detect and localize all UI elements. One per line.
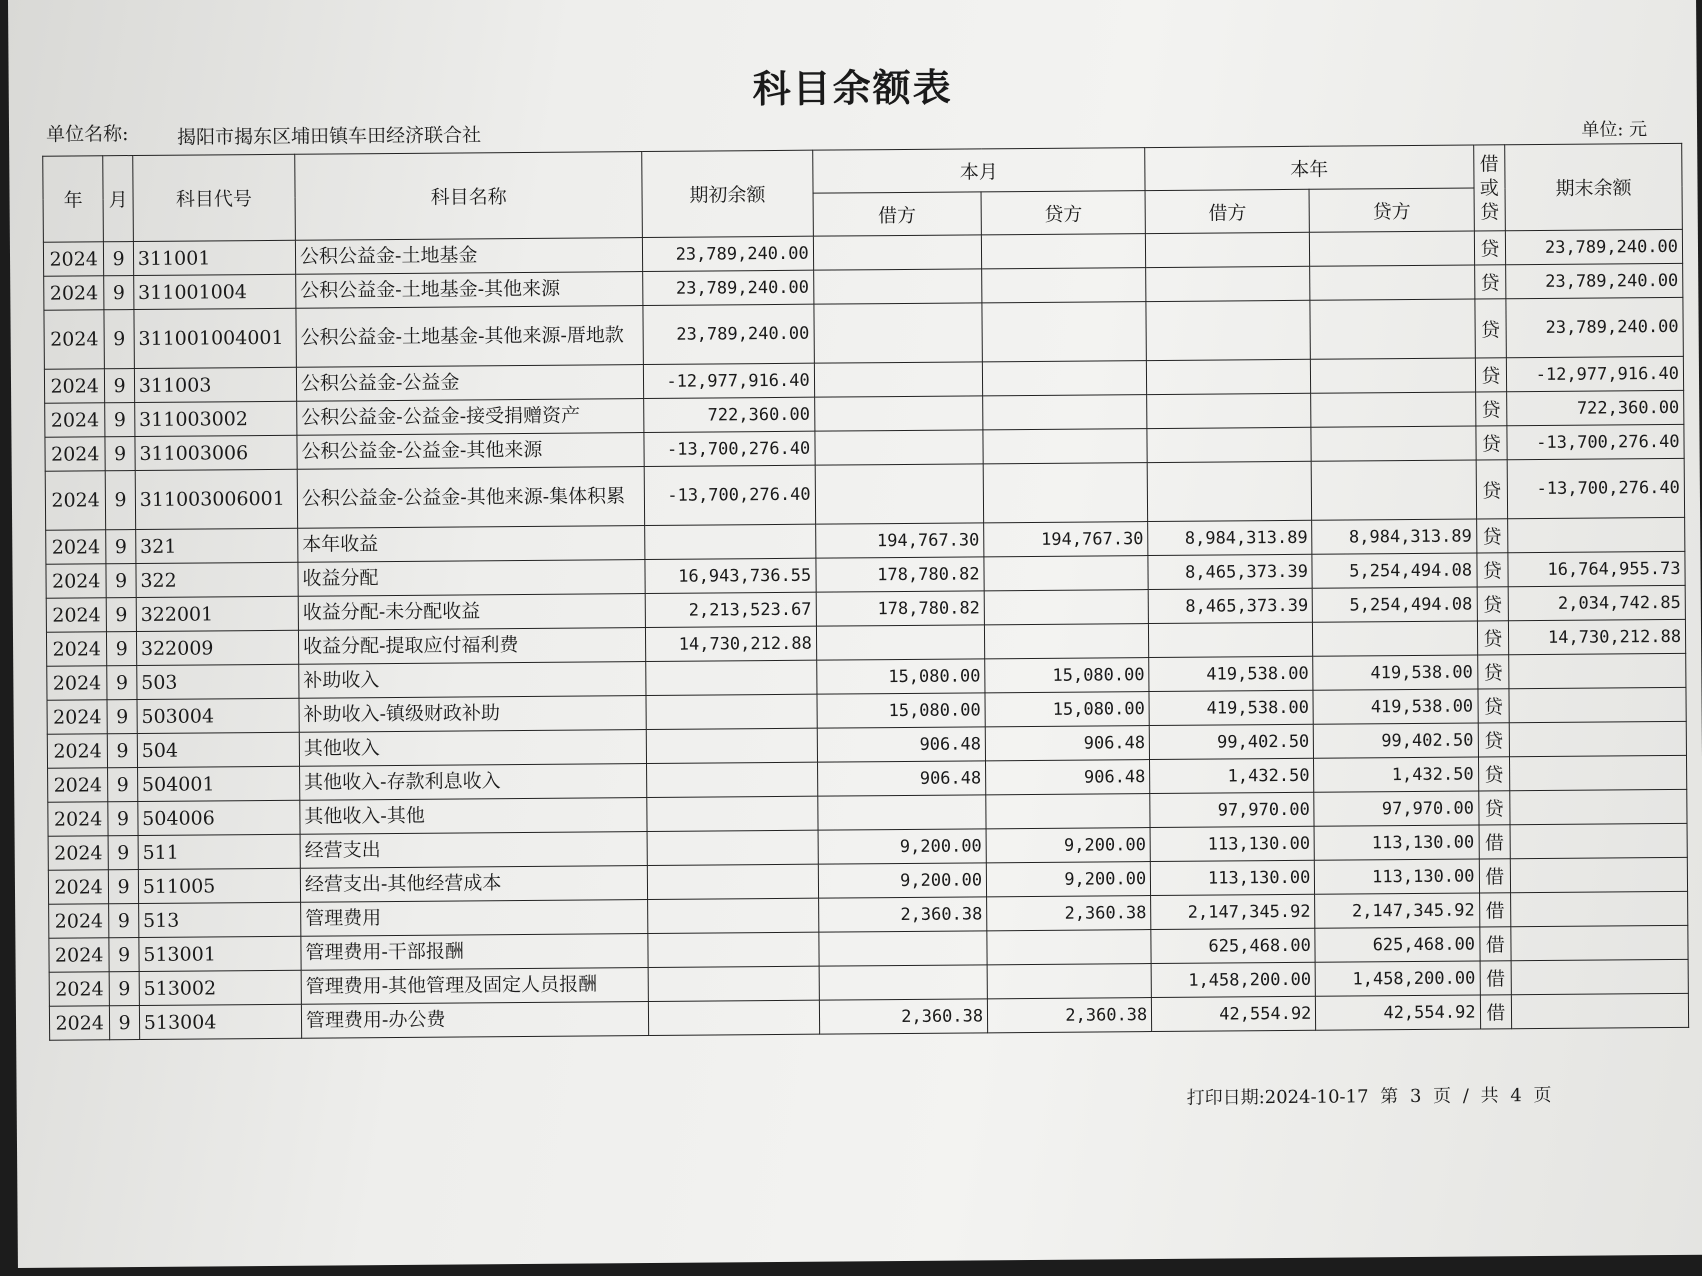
cell-year: 2024 [48,836,109,870]
cell-year-credit: 113,130.00 [1315,859,1479,894]
cell-name: 收益分配-未分配收益 [298,594,646,631]
cell-month: 9 [104,242,134,276]
print-footer: 打印日期:2024-10-17 第 3 页 / 共 4 页 [1186,1084,1552,1109]
cell-opening-balance: 23,789,240.00 [643,236,814,271]
cell-direction: 贷 [1477,655,1509,689]
cell-month-credit [983,429,1147,464]
cell-month-credit: 906.48 [986,760,1150,795]
cell-year-debit [1147,359,1311,394]
cell-direction: 贷 [1475,358,1507,392]
header-opening-balance: 期初余额 [642,150,813,237]
cell-code: 504001 [137,766,299,801]
cell-code: 311003006 [135,435,297,470]
cell-opening-balance [648,898,819,933]
cell-year-debit: 113,130.00 [1150,826,1314,861]
cell-opening-balance: 2,213,523.67 [645,592,816,627]
cell-year-debit [1147,393,1311,428]
cell-year-credit: 99,402.50 [1314,723,1478,758]
cell-year: 2024 [46,530,107,564]
cell-year-debit [1147,427,1311,462]
cell-name: 公积公益金-公益金-接受捐赠资产 [297,399,645,436]
cell-month-debit: 2,360.38 [819,999,988,1034]
cell-year-credit: 8,984,313.89 [1312,519,1476,554]
cell-year: 2024 [44,369,105,403]
cell-year: 2024 [45,403,106,437]
cell-year-credit: 419,538.00 [1313,655,1477,690]
unit-name-label: 单位名称: [45,123,129,146]
cell-year-credit: 419,538.00 [1313,689,1477,724]
cell-name: 其他收入-存款利息收入 [299,764,647,801]
cell-code: 504006 [138,800,300,835]
cell-year-credit: 97,970.00 [1314,791,1478,826]
cell-code: 311001 [133,240,295,275]
cell-direction: 贷 [1476,519,1508,553]
cell-year-credit [1310,231,1474,266]
cell-opening-balance: 722,360.00 [644,397,815,432]
cell-year-debit: 1,458,200.00 [1151,962,1315,997]
cell-month-debit [814,303,983,363]
cell-month: 9 [105,403,135,437]
cell-year-credit: 2,147,345.92 [1315,893,1479,928]
cell-year-credit: 113,130.00 [1314,825,1478,860]
cell-month: 9 [104,310,134,369]
cell-month: 9 [107,598,137,632]
cell-closing-balance [1510,823,1687,858]
cell-name: 补助收入-镇级财政补助 [299,696,647,733]
cell-month-debit: 194,767.30 [815,523,984,558]
header-direction: 借或贷 [1473,145,1505,231]
cell-direction: 贷 [1474,265,1506,299]
cell-month-credit [981,234,1145,269]
cell-year-credit [1311,426,1475,461]
cell-closing-balance [1510,857,1687,892]
cell-opening-balance: 23,789,240.00 [643,304,814,364]
cell-month-credit [984,590,1148,625]
cell-opening-balance [647,796,818,831]
cell-month-debit [815,464,984,524]
cell-month-credit [987,964,1151,999]
cell-month-debit: 178,780.82 [816,591,985,626]
cell-name: 经营支出-其他经营成本 [300,866,648,903]
header-month: 月 [103,156,133,242]
currency-unit-label: 单位: 元 [1581,119,1648,141]
cell-month-debit [816,625,985,660]
cell-code: 311001004 [133,274,295,309]
cell-code: 322 [136,562,298,597]
cell-year-credit [1313,621,1477,656]
cell-code: 322009 [136,630,298,665]
cell-opening-balance: 16,943,736.55 [645,558,816,593]
cell-year-credit: 1,432.50 [1314,757,1478,792]
cell-name: 管理费用-办公费 [301,1001,649,1038]
cell-year: 2024 [43,242,104,276]
cell-month: 9 [109,904,139,938]
cell-month: 9 [107,632,137,666]
cell-code: 513004 [139,1004,301,1039]
cell-year-credit [1311,358,1475,393]
cell-month: 9 [109,870,139,904]
ledger-body [43,229,1688,1040]
cell-year: 2024 [46,598,107,632]
cell-closing-balance [1508,517,1685,552]
cell-closing-balance: 722,360.00 [1507,390,1684,425]
cell-direction: 贷 [1478,791,1510,825]
header-year: 年 [43,156,104,242]
cell-month: 9 [107,700,137,734]
cell-year: 2024 [47,734,108,768]
header-name: 科目名称 [295,152,643,241]
header-closing-balance: 期末余额 [1505,143,1683,230]
cell-year: 2024 [48,802,109,836]
cell-month-debit: 178,780.82 [816,557,985,592]
cell-code: 513002 [139,970,301,1005]
cell-month-credit: 906.48 [985,726,1149,761]
cell-month-debit: 9,200.00 [818,863,987,898]
cell-name: 公积公益金-公益金 [296,365,644,402]
cell-month-credit [987,930,1151,965]
cell-month: 9 [106,530,136,564]
cell-year-debit [1146,300,1311,360]
report-title: 科目余额表 [752,65,953,112]
cell-year-debit [1149,622,1313,657]
cell-name: 本年收益 [298,526,646,563]
cell-closing-balance [1511,925,1688,960]
cell-direction: 借 [1479,927,1511,961]
cell-year: 2024 [49,938,110,972]
cell-year-credit: 5,254,494.08 [1312,553,1476,588]
header-code: 科目代号 [133,154,296,241]
cell-month-credit [982,268,1146,303]
cell-opening-balance [649,1000,820,1035]
cell-year-debit [1146,266,1310,301]
cell-code: 513001 [139,936,301,971]
cell-closing-balance: -12,977,916.40 [1506,356,1683,391]
cell-month-credit: 2,360.38 [987,896,1151,931]
cell-month: 9 [109,938,139,972]
cell-name: 收益分配 [298,560,646,597]
cell-closing-balance [1511,993,1688,1028]
cell-year-credit [1311,392,1475,427]
cell-closing-balance [1509,653,1686,688]
cell-direction: 贷 [1478,689,1510,723]
cell-year-debit: 42,554.92 [1152,996,1316,1031]
cell-closing-balance: 2,034,742.85 [1508,585,1685,620]
cell-year: 2024 [47,666,108,700]
cell-name: 管理费用-其他管理及固定人员报酬 [301,968,649,1005]
cell-year-credit: 5,254,494.08 [1313,587,1477,622]
cell-month: 9 [108,802,138,836]
cell-month-credit: 15,080.00 [985,658,1149,693]
cell-year-credit [1312,460,1477,520]
cell-month-credit [984,556,1148,591]
cell-opening-balance [647,830,818,865]
cell-month: 9 [105,437,135,471]
cell-month-debit [813,269,982,304]
header-this-year: 本年 [1145,145,1474,191]
cell-year: 2024 [49,904,110,938]
cell-year-credit: 42,554.92 [1316,995,1480,1030]
cell-closing-balance [1511,891,1688,926]
cell-code: 311003006001 [135,469,298,529]
cell-direction: 贷 [1474,231,1506,265]
cell-closing-balance [1510,755,1687,790]
cell-direction: 贷 [1474,299,1506,358]
cell-code: 511 [138,834,300,869]
cell-year-debit: 8,465,373.39 [1148,588,1312,623]
cell-direction: 贷 [1476,553,1508,587]
cell-opening-balance: -12,977,916.40 [644,363,815,398]
cell-direction: 借 [1480,995,1512,1029]
cell-month-debit [815,430,984,465]
cell-year: 2024 [46,564,107,598]
cell-month: 9 [108,734,138,768]
cell-year-debit: 419,538.00 [1149,690,1313,725]
unit-name-value: 揭阳市揭东区埔田镇车田经济联合社 [177,124,482,149]
cell-direction: 借 [1479,893,1511,927]
cell-direction: 贷 [1477,621,1509,655]
cell-direction: 贷 [1475,426,1507,460]
cell-month-debit [813,235,982,270]
cell-closing-balance [1511,959,1688,994]
cell-direction: 贷 [1475,392,1507,426]
cell-year-debit: 419,538.00 [1149,656,1313,691]
cell-direction: 借 [1479,859,1511,893]
cell-name: 公积公益金-公益金-其他来源 [297,433,645,470]
cell-code: 311003 [134,367,296,402]
cell-closing-balance [1509,721,1686,756]
cell-opening-balance [648,932,819,967]
cell-name: 公积公益金-土地基金 [295,238,643,275]
cell-month-debit: 15,080.00 [817,693,986,728]
cell-month: 9 [110,1006,140,1040]
header-year-credit: 贷方 [1309,188,1473,232]
cell-month-credit: 9,200.00 [986,862,1150,897]
cell-name: 管理费用 [301,900,649,937]
cell-year-debit: 113,130.00 [1151,860,1315,895]
cell-year-credit: 625,468.00 [1315,927,1479,962]
cell-opening-balance: 23,789,240.00 [643,270,814,305]
cell-month-debit [814,362,983,397]
cell-year: 2024 [48,870,109,904]
cell-closing-balance: 14,730,212.88 [1509,619,1686,654]
cell-name: 管理费用-干部报酬 [301,934,649,971]
cell-month: 9 [106,471,136,530]
cell-month: 9 [109,972,139,1006]
cell-code: 311003002 [134,401,296,436]
cell-direction: 借 [1479,825,1511,859]
cell-name: 公积公益金-公益金-其他来源-集体积累 [297,467,645,529]
cell-month-debit [819,965,988,1000]
cell-month-credit: 194,767.30 [984,522,1148,557]
cell-direction: 贷 [1478,723,1510,757]
cell-name: 经营支出 [300,832,648,869]
cell-year: 2024 [45,471,106,530]
header-month-credit: 贷方 [981,191,1145,235]
cell-code: 503004 [137,698,299,733]
cell-month-credit: 9,200.00 [986,828,1150,863]
cell-year: 2024 [49,1006,110,1040]
cell-opening-balance: -13,700,276.40 [644,465,815,525]
cell-closing-balance: 23,789,240.00 [1506,263,1683,298]
cell-code: 513 [138,902,300,937]
cell-name: 补助收入 [299,662,647,699]
cell-opening-balance [648,966,819,1001]
cell-year-debit: 97,970.00 [1150,792,1314,827]
cell-year-credit: 1,458,200.00 [1315,961,1479,996]
cell-opening-balance: -13,700,276.40 [644,431,815,466]
cell-direction: 贷 [1478,757,1510,791]
cell-code: 504 [137,732,299,767]
cell-year: 2024 [48,768,109,802]
cell-year-debit: 99,402.50 [1149,724,1313,759]
cell-year: 2024 [44,276,105,310]
cell-closing-balance [1510,789,1687,824]
cell-opening-balance [645,524,816,559]
cell-month-credit [983,395,1147,430]
cell-closing-balance: 23,789,240.00 [1505,229,1682,264]
cell-year: 2024 [45,437,106,471]
cell-name: 收益分配-提取应付福利费 [298,628,646,665]
cell-year-credit [1310,265,1474,300]
cell-closing-balance: -13,700,276.40 [1507,458,1684,518]
cell-month-credit [983,463,1148,523]
cell-month: 9 [107,666,137,700]
cell-closing-balance: -13,700,276.40 [1507,424,1684,459]
cell-year: 2024 [47,700,108,734]
cell-code: 322001 [136,596,298,631]
cell-name: 公积公益金-土地基金-其他来源-厝地款 [296,306,644,368]
cell-year: 2024 [46,632,107,666]
cell-code: 511005 [138,868,300,903]
cell-year-debit: 1,432.50 [1150,758,1314,793]
cell-name: 其他收入-其他 [300,798,648,835]
cell-year-debit [1146,232,1310,267]
cell-month: 9 [105,369,135,403]
cell-month-credit: 2,360.38 [987,998,1151,1033]
cell-year-debit: 625,468.00 [1151,928,1315,963]
cell-closing-balance: 16,764,955.73 [1508,551,1685,586]
cell-direction: 借 [1480,961,1512,995]
cell-name: 公积公益金-土地基金-其他来源 [296,272,644,309]
cell-year-debit: 8,984,313.89 [1148,520,1312,555]
cell-month-credit [982,302,1147,362]
cell-month-credit [982,361,1146,396]
cell-code: 321 [135,528,297,563]
cell-month-debit: 9,200.00 [818,829,987,864]
cell-month-debit [814,396,983,431]
cell-code: 311001004001 [134,308,297,368]
cell-month: 9 [104,276,134,310]
cell-month-credit: 15,080.00 [985,692,1149,727]
cell-code: 503 [137,664,299,699]
cell-month-debit [817,795,986,830]
cell-month-credit [986,794,1150,829]
header-month-debit: 借方 [813,192,982,236]
cell-direction: 贷 [1477,587,1509,621]
cell-year: 2024 [44,310,105,369]
cell-month-credit [985,624,1149,659]
cell-month-debit: 2,360.38 [818,897,987,932]
ledger-paper [8,0,1702,1268]
cell-month-debit: 15,080.00 [816,659,985,694]
cell-opening-balance [647,762,818,797]
cell-year-debit: 8,465,373.39 [1148,554,1312,589]
cell-year-credit [1310,299,1475,359]
cell-opening-balance [646,660,817,695]
header-year-debit: 借方 [1145,189,1309,233]
cell-month-debit: 906.48 [817,727,986,762]
cell-year-debit: 2,147,345.92 [1151,894,1315,929]
cell-closing-balance [1509,687,1686,722]
cell-year: 2024 [49,972,110,1006]
cell-month: 9 [106,564,136,598]
header-this-month: 本月 [812,148,1145,194]
cell-month-debit: 906.48 [817,761,986,796]
cell-name: 其他收入 [299,730,647,767]
cell-month-debit [819,931,988,966]
cell-month: 9 [108,768,138,802]
cell-month: 9 [108,836,138,870]
cell-opening-balance [646,694,817,729]
cell-opening-balance [646,728,817,763]
cell-opening-balance [648,864,819,899]
cell-opening-balance: 14,730,212.88 [646,626,817,661]
cell-closing-balance: 23,789,240.00 [1506,297,1683,357]
cell-direction: 贷 [1476,460,1508,519]
cell-year-debit [1147,461,1312,521]
account-balance-table [42,143,1689,1041]
